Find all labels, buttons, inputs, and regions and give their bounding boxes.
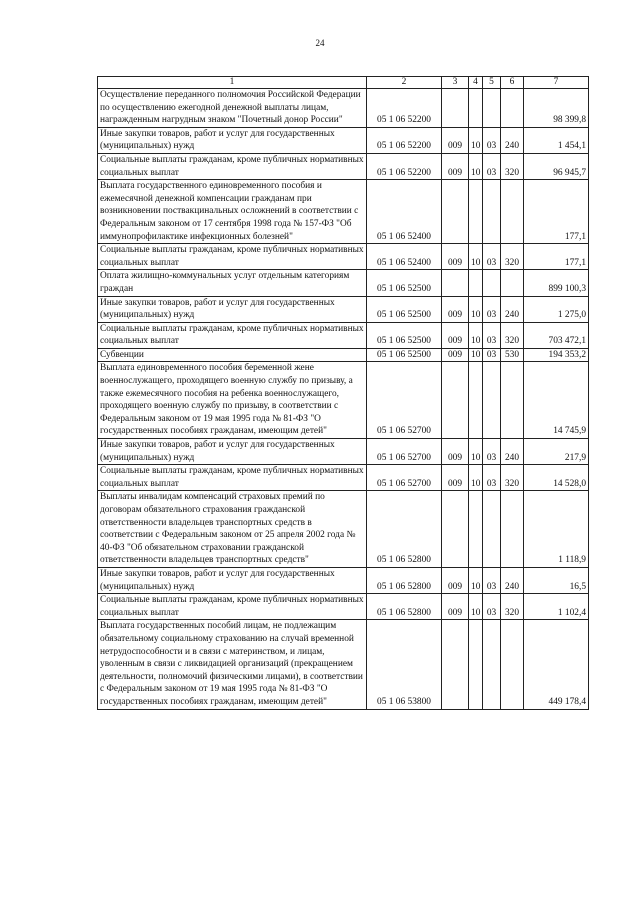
row-col-4: 10 [469,127,483,153]
row-code: 05 1 06 52200 [367,127,442,153]
row-col-5: 03 [483,465,501,491]
header-col-4: 4 [469,77,483,89]
table-row [98,127,589,153]
row-col-4: 10 [469,322,483,348]
row-code: 05 1 06 52200 [367,153,442,179]
row-amount: 177,1 [524,244,589,270]
row-col-4: 10 [469,465,483,491]
row-col-3 [442,620,469,709]
row-col-3 [442,89,469,128]
row-col-5 [483,362,501,439]
row-col-6 [501,620,524,709]
row-code: 05 1 06 52400 [367,244,442,270]
row-amount: 14 745,9 [524,362,589,439]
row-col-6: 240 [501,127,524,153]
row-col-5: 03 [483,153,501,179]
row-col-4 [469,270,483,296]
table-row [98,322,589,348]
table-row [98,153,589,179]
row-col-4: 10 [469,439,483,465]
table-row [98,89,589,128]
row-col-4: 10 [469,594,483,620]
header-col-1: 1 [98,77,367,89]
row-col-4 [469,620,483,709]
row-code: 05 1 06 52800 [367,594,442,620]
table-row [98,465,589,491]
table-row [98,270,589,296]
row-name: Выплата единовременного пособия беременной жене военнослужащего, проходящего военную службу по призыву, а также ежемесячного пособия на ребенка военнослужащего, проходящего военную службу по призыву, в соответствии с Федеральным законом от 19 мая 1995 года № 81-ФЗ "О государственных пособиях гражданам, имеющим детей" [98,362,367,439]
table-row [98,491,589,568]
table-row [98,348,589,362]
row-code: 05 1 06 52500 [367,322,442,348]
row-col-4: 10 [469,348,483,362]
row-col-6: 320 [501,153,524,179]
header-col-2: 2 [367,77,442,89]
row-col-3: 009 [442,244,469,270]
row-col-4 [469,491,483,568]
row-code: 05 1 06 52800 [367,567,442,593]
row-col-3: 009 [442,567,469,593]
row-col-6: 320 [501,465,524,491]
table-row [98,362,589,439]
row-col-5: 03 [483,244,501,270]
row-col-5: 03 [483,127,501,153]
page-number: 24 [315,38,325,48]
row-code: 05 1 06 52500 [367,348,442,362]
budget-table [97,76,589,710]
row-amount: 217,9 [524,439,589,465]
header-col-3: 3 [442,77,469,89]
row-amount: 1 118,9 [524,491,589,568]
row-col-5: 03 [483,322,501,348]
row-col-6: 320 [501,244,524,270]
table-row [98,594,589,620]
row-name: Выплата государственного единовременного пособия и ежемесячной денежной компенсации гражданам при возникновении поствакцинальных осложнений в соответствии с Федеральным законом от 17 сентября 1998 года № 157-ФЗ "Об иммунопрофилактике инфекционных болезней" [98,180,367,244]
row-col-6 [501,180,524,244]
row-col-5: 03 [483,439,501,465]
row-code: 05 1 06 52500 [367,270,442,296]
row-col-5 [483,270,501,296]
row-col-5: 03 [483,594,501,620]
row-col-6: 320 [501,322,524,348]
table-row [98,439,589,465]
row-col-5 [483,491,501,568]
row-col-3: 009 [442,296,469,322]
row-col-4: 10 [469,244,483,270]
row-col-3: 009 [442,127,469,153]
row-col-4 [469,362,483,439]
row-code: 05 1 06 52800 [367,491,442,568]
row-col-3 [442,362,469,439]
row-name: Социальные выплаты гражданам, кроме публичных нормативных социальных выплат [98,322,367,348]
row-code: 05 1 06 52500 [367,296,442,322]
row-amount: 96 945,7 [524,153,589,179]
row-name: Иные закупки товаров, работ и услуг для государственных (муниципальных) нужд [98,439,367,465]
row-col-5: 03 [483,567,501,593]
header-col-7: 7 [524,77,589,89]
row-col-6: 530 [501,348,524,362]
row-name: Выплата государственных пособий лицам, не подлежащим обязательному социальному страхованию на случай временной нетрудоспособности и в связи с материнством, и лицам, уволенным в связи с ликвидацией организаций (прекращением деятельности, полномочий физическими лицами), в соответствии с Федеральным законом от 19 мая 1995 года № 81-ФЗ "О государственных пособиях гражданам, имеющим детей" [98,620,367,709]
row-col-3 [442,180,469,244]
row-name: Оплата жилищно-коммунальных услуг отдельным категориям граждан [98,270,367,296]
row-col-3: 009 [442,348,469,362]
row-col-5: 03 [483,348,501,362]
header-col-5: 5 [483,77,501,89]
row-code: 05 1 06 52700 [367,465,442,491]
row-col-6: 240 [501,439,524,465]
row-col-3: 009 [442,594,469,620]
row-code: 05 1 06 52200 [367,89,442,128]
row-name: Иные закупки товаров, работ и услуг для государственных (муниципальных) нужд [98,567,367,593]
table-row [98,296,589,322]
row-col-4 [469,89,483,128]
row-col-6: 240 [501,567,524,593]
row-name: Социальные выплаты гражданам, кроме публичных нормативных социальных выплат [98,594,367,620]
row-name: Осуществление переданного полномочия Российской Федерации по осуществлению ежегодной денежной выплаты лицам, награжденным нагрудным знаком "Почетный донор России" [98,89,367,128]
row-col-3 [442,270,469,296]
row-code: 05 1 06 52400 [367,180,442,244]
row-col-6: 240 [501,296,524,322]
row-code: 05 1 06 52700 [367,439,442,465]
row-code: 05 1 06 53800 [367,620,442,709]
row-amount: 1 275,0 [524,296,589,322]
row-amount: 703 472,1 [524,322,589,348]
table-row [98,180,589,244]
row-name: Социальные выплаты гражданам, кроме публичных нормативных социальных выплат [98,153,367,179]
row-col-3: 009 [442,465,469,491]
row-name: Социальные выплаты гражданам, кроме публичных нормативных социальных выплат [98,465,367,491]
row-name: Субвенции [98,348,367,362]
row-name: Иные закупки товаров, работ и услуг для государственных (муниципальных) нужд [98,127,367,153]
table-row [98,620,589,709]
header-col-6: 6 [501,77,524,89]
row-name: Социальные выплаты гражданам, кроме публичных нормативных социальных выплат [98,244,367,270]
table-row [98,567,589,593]
row-col-5 [483,89,501,128]
row-col-5: 03 [483,296,501,322]
row-col-3: 009 [442,153,469,179]
row-amount: 16,5 [524,567,589,593]
row-col-3 [442,491,469,568]
table-row [98,244,589,270]
row-col-4: 10 [469,296,483,322]
row-col-3: 009 [442,439,469,465]
row-col-4: 10 [469,567,483,593]
row-name: Выплаты инвалидам компенсаций страховых премий по договорам обязательного страхования гражданской ответственности владельцев транспортных средств в соответствии с Федеральным законом от 25 апреля 2002 года № 40-ФЗ "Об обязательном страховании гражданской ответственности владельцев транспортных средств" [98,491,367,568]
row-col-6 [501,270,524,296]
row-amount: 899 100,3 [524,270,589,296]
row-col-5 [483,620,501,709]
row-amount: 14 528,0 [524,465,589,491]
row-col-6 [501,89,524,128]
row-amount: 98 399,8 [524,89,589,128]
row-amount: 449 178,4 [524,620,589,709]
row-amount: 194 353,2 [524,348,589,362]
row-amount: 1 102,4 [524,594,589,620]
row-col-3: 009 [442,322,469,348]
row-code: 05 1 06 52700 [367,362,442,439]
row-col-6 [501,491,524,568]
row-col-5 [483,180,501,244]
row-amount: 1 454,1 [524,127,589,153]
table-header-row [98,77,589,89]
row-amount: 177,1 [524,180,589,244]
row-name: Иные закупки товаров, работ и услуг для государственных (муниципальных) нужд [98,296,367,322]
row-col-4 [469,180,483,244]
row-col-4: 10 [469,153,483,179]
row-col-6 [501,362,524,439]
row-col-6: 320 [501,594,524,620]
